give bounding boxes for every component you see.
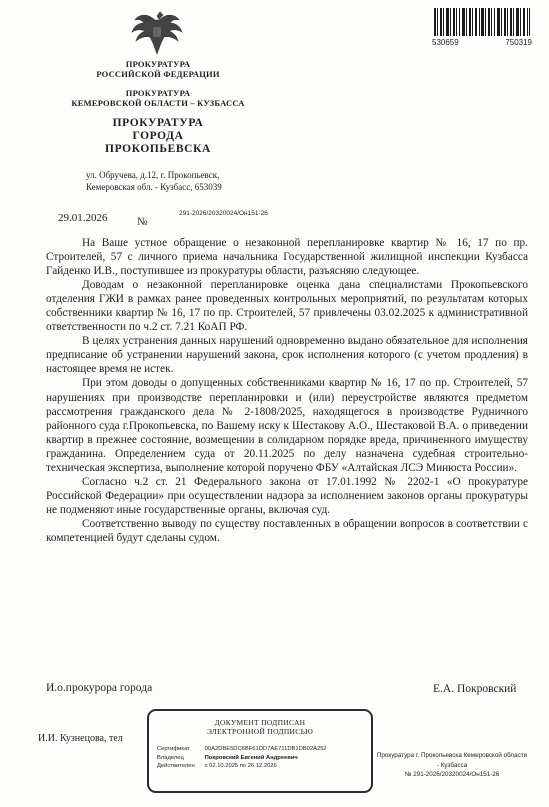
barcode (434, 8, 530, 36)
body-paragraph: На Ваше устное обращение о незаконной перепланировке квартир № 16, 17 по пр. Строителей, 57 с личного приема начальника Государственной жилищной инспекции Кузбасса Гайденко И.В., поступившее из прокуратуры области, разъясняю следующее. (46, 237, 528, 278)
org-line: ПРОКОПЬЕВСКА (105, 143, 211, 155)
stamp-validity-label: Действителен (157, 763, 195, 770)
signatory-name: Е.А. Покровский (433, 683, 517, 695)
org-line: РОССИЙСКОЙ ФЕДЕРАЦИИ (96, 69, 220, 79)
barcode-right-number: 750319 (505, 38, 532, 47)
org-line: ПРОКУРАТУРА (112, 117, 204, 129)
stamp-validity-row (157, 762, 363, 771)
org-line: ПРОКУРАТУРА (125, 88, 191, 98)
executor-info: И.И. Кузнецова, тел (38, 733, 123, 744)
stamp-title-line: ДОКУМЕНТ ПОДПИСАН (214, 718, 306, 727)
letter-reg-number: 291-2026/20320024/Он151-26 (179, 210, 268, 217)
org-header-federal (40, 59, 276, 79)
registration-line: № 291-2026/20320024/Он151-26 (404, 771, 500, 778)
registration-line: Прокуратура г. Прокопьевска Кемеровской области (376, 752, 528, 759)
org-address (86, 170, 222, 193)
stamp-certificate-row (157, 745, 363, 754)
signatory-title: И.о.прокурора города (46, 682, 153, 694)
letter-body (46, 236, 528, 545)
address-line: ул. Обручева, д.12, г. Прокопьевск, (86, 170, 220, 180)
org-header-city (40, 117, 276, 156)
stamp-owner-row (157, 754, 363, 763)
org-line: ПРОКУРАТУРА (125, 59, 191, 69)
org-line: КЕМЕРОВСКОЙ ОБЛАСТИ – КУЗБАССА (71, 98, 245, 108)
body-paragraph: Доводам о незаконной перепланировке оценка дана специалистами Прокопьевского отделения ГЖИ в рамках ранее проведенных контрольных мероприятий, по результатам которых собственники квартир № 16, 17 по пр. Строителей, 57 привлечены 03.02.2025 к административной ответственности по ч.2 ст. 7.21 КоАП РФ. (46, 279, 528, 334)
stamp-owner-label: Владелец (157, 754, 184, 761)
letter-date: 29.01.2026 (58, 212, 108, 224)
registration-line: - Кузбасса (436, 761, 468, 769)
stamp-title-line: ЭЛЕКТРОННОЙ ПОДПИСЬЮ (206, 727, 314, 736)
stamp-details (157, 745, 363, 771)
address-line: Кемеровская обл. - Кузбасс, 653039 (86, 181, 222, 192)
electronic-signature-stamp (147, 709, 373, 793)
number-sign: № (137, 216, 148, 228)
stamp-certificate-value: 00A2DBE5DC6BF61DD7AE711DB1DB02A252 (204, 746, 327, 752)
barcode-left-number: 530659 (432, 38, 459, 47)
body-paragraph: Согласно ч.2 ст. 21 Федерального закона от 17.01.1992 № 2202-1 «О прокуратуре Российской Федерации» при осуществлении надзора за исполнением законов органы прокуратуры не подменяют иные государственные органы, включая суд. (46, 475, 528, 516)
barcode-numbers (432, 38, 532, 47)
body-paragraph: Соответственно выводу по существу поставленных в обращении вопросов в соответствии с компетенцией будут сделаны судом. (46, 517, 528, 544)
double-headed-eagle-emblem-icon (129, 10, 185, 58)
body-paragraph: При этом доводы о допущенных собственниками квартир № 16, 17 по пр. Строителей, 57 нарушениях при производстве перепланировки и (или) переустройстве являются предметом рассмотрения гражданского дела № 2-1808/2025, находящегося в производстве Рудничного районного суда г.Прокопьевска, по Вашему иску к Шестакову А.О., Шестаковой В.А. о приведении квартир в прежнее состояние, возмещении в солидарном порядке вреда, причиненного имуществу гражданина. Определением суда от 20.11.2025 по делу назначена судебная строительно-техническая экспертиза, выполнение которой поручено ФБУ «Алтайская ЛСЭ Минюста России». (46, 377, 528, 474)
body-paragraph: В целях устранения данных нарушений одновременно выдано обязательное для исполнения предписание об устранении нарушений закона, срок исполнения которого (с учетом продления) в настоящее время не истек. (46, 335, 528, 376)
org-header-regional (40, 88, 276, 108)
org-line: ГОРОДА (132, 130, 184, 142)
registration-stamp (368, 751, 536, 780)
stamp-validity-value: с 02.10.2025 по 26.12.2026 (204, 763, 277, 770)
stamp-owner-value: Покровский Евгений Андреевич (204, 754, 298, 761)
stamp-certificate-label: Сертификат (157, 746, 190, 752)
